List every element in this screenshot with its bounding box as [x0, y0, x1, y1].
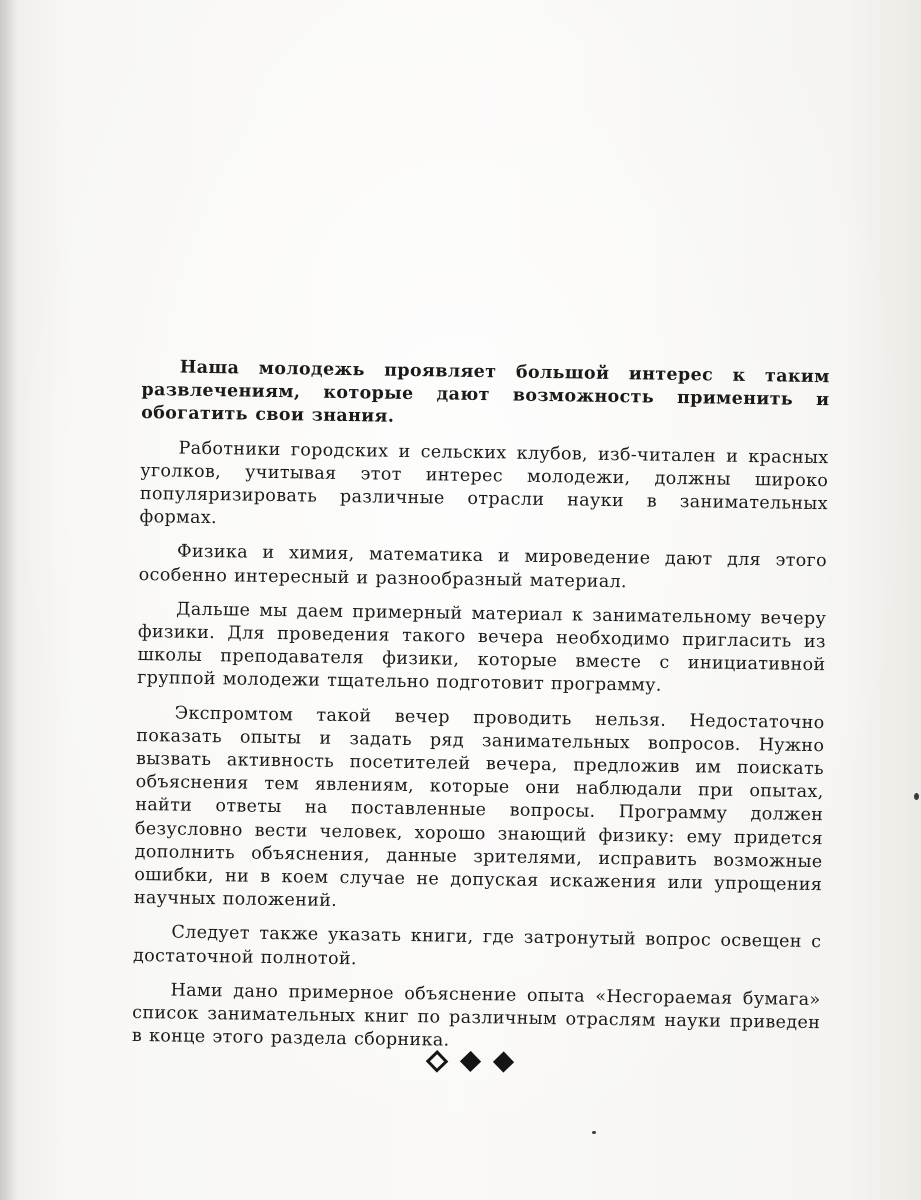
filled-diamond-icon: [460, 1051, 481, 1072]
filled-diamond-icon: [493, 1051, 514, 1072]
section-end-ornament: [423, 1049, 523, 1077]
ink-speck: [914, 793, 919, 800]
paragraph-7: Нами дано примерное объяснение опыта «Несгораемая бумага» список занимательных книг по различным отраслям науки приведен в конце этого раздела сборника.: [131, 980, 821, 1051]
paragraph-1: Наша молодежь проявляет большой интерес к таким развлечениям, которые дают возможность применить и обогатить свои знания.: [141, 357, 830, 428]
paragraph-2: Работники городских и сельских клубов, изб-читален и красных уголков, учитывая этот интерес молодежи, должны широко популяризировать различные отрасли науки в занимательных формах.: [139, 438, 829, 529]
body-text: [132, 356, 830, 1070]
paragraph-3: Физика и химия, математика и мироведение дают для этого особенно интересный и разнообразный материал.: [138, 541, 828, 592]
page-edge-shadow: [0, 0, 18, 1200]
paragraph-4: Дальше мы даем примерный материал к занимательному вечеру физики. Для проведения такого вечера необходимо пригласить из школы преподавателя физики, которые вместе с инициативной группой молодежи тщательно подготовит программу.: [137, 599, 827, 697]
paragraph-5: Экспромтом такой вечер проводить нельзя. Недостаточно показать опыты и задать ряд занимательных вопросов. Нужно вызвать активность посетителей вечера, предложив им поискать объяснения тем явлениям, которые они наблюдали при опытах, найти ответы на поставленные вопросы. Программу должен безусловно вести человек, хорошо знающий физику: ему придется дополнить объяснения, данные зрителями, исправить возможные ошибки, ни в коем случае не допуская искажения или упрощения научных положений.: [133, 703, 825, 912]
hollow-diamond-icon: [426, 1050, 449, 1073]
ink-speck: [592, 1131, 596, 1134]
paragraph-6: Следует также указать книги, где затронутый вопрос освещен с достаточной полнотой.: [132, 922, 822, 969]
